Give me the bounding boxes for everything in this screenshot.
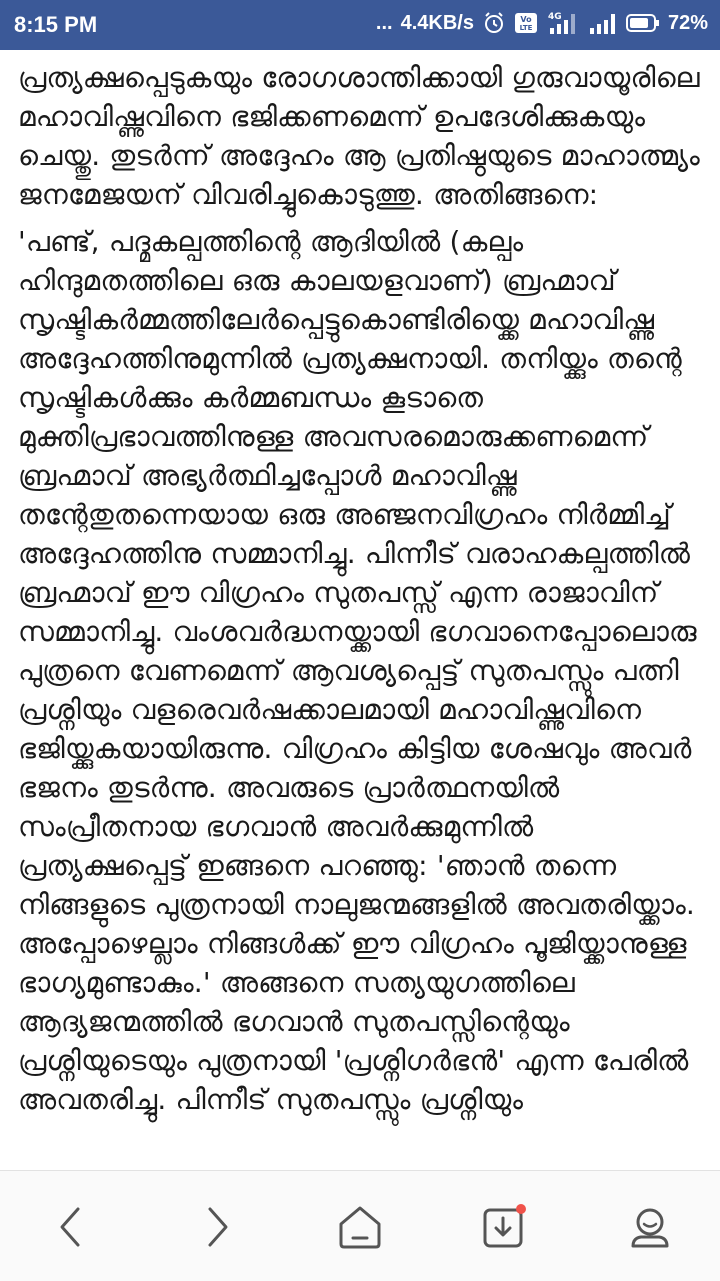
article-paragraph: പ്രത്യക്ഷപ്പെടുകയും രോഗശാന്തിക്കായി ഗുരുവായൂരിലെ മഹാവിഷ്ണുവിനെ ഭജിക്കണമെന്ന് ഉപദേശിക്കുകയും ചെയ്തു. തുടർന്ന് അദ്ദേഹം ആ പ്രതിഷ്ഠയുടെ മാഹാത്മ്യം ജനമേജയന് വിവരിച്ചുകൊടുത്തു. അതിങ്ങനെ: [18, 61, 700, 211]
user-profile-icon [625, 1202, 675, 1252]
notification-badge [516, 1204, 526, 1214]
download-icon [477, 1200, 531, 1254]
chevron-right-icon [198, 1203, 238, 1251]
home-icon [335, 1202, 385, 1252]
battery-percent: 72% [667, 11, 708, 34]
article-body [0, 50, 720, 1119]
volte-lte-label: LTE [519, 24, 533, 32]
status-icons [376, 10, 708, 36]
account-button[interactable] [618, 1195, 682, 1259]
status-time: 8:15 PM [14, 12, 98, 37]
network-speed: 4.4KB/s [400, 11, 474, 34]
alarm-icon [482, 11, 506, 35]
article-paragraph: 'പണ്ട്, പദ്മകല്പത്തിന്റെ ആദിയിൽ (കല്പം ഹിന്ദുമതത്തിലെ ഒരു കാലയളവാണ്) ബ്രഹ്മാവ് സൃഷ്ടികർമ്മത്തിലേർപ്പെട്ടുകൊണ്ടിരിയ്ക്കെ മഹാവിഷ്ണു അദ്ദേഹത്തിനുമുന്നിൽ പ്രത്യക്ഷനായി. തനിയ്ക്കും തന്റെ സൃഷ്ടികൾക്കും കർമ്മബന്ധം കൂടാതെ മുക്തിപ്രഭാവത്തിനുള്ള അവസരമൊരുക്കണമെന്ന് ബ്രഹ്മാവ് അഭ്യർത്ഥിച്ചപ്പോൾ മഹാവിഷ്ണു തന്റേതുതന്നെയായ ഒരു അഞ്ജനവിഗ്രഹം നിർമ്മിച്ച് അദ്ദേഹത്തിനു സമ്മാനിച്ചു. പിന്നീട് വരാഹകല്പത്തിൽ ബ്രഹ്മാവ് ഈ വിഗ്രഹം സുതപസ്സ് എന്ന രാജാവിന് സമ്മാനിച്ചു. വംശവർദ്ധനയ്ക്കായി ഭഗവാനെപ്പോലൊരു പുത്രനെ വേണമെന്ന് ആവശ്യപ്പെട്ട് സുതപസ്സും പത്നി പ്രശ്നിയും വളരെവർഷക്കാലമായി മഹാവിഷ്ണുവിനെ ഭജിയ്ക്കുകയായിരുന്നു. വിഗ്രഹം കിട്ടിയ ശേഷവും അവർ ഭജനം തുടർന്നു. അവരുടെ പ്രാർത്ഥനയിൽ സംപ്രീതനായ ഭഗവാൻ അവർക്കുമുന്നിൽ പ്രത്യക്ഷപ്പെട്ട് ഇങ്ങനെ പറഞ്ഞു: 'ഞാൻ തന്നെ നിങ്ങളുടെ പുത്രനായി നാലുജന്മങ്ങളിൽ അവതരിയ്ക്കാം. അപ്പോഴെല്ലാം നിങ്ങൾക്ക് ഈ വിഗ്രഹം പൂജിയ്ക്കാനുള്ള ഭാഗ്യമുണ്ടാകും.' അങ്ങനെ സത്യയുഗത്തിലെ ആദ്യജന്മത്തിൽ ഭഗവാൻ സുതപസ്സിന്റെയും പ്രശ്നിയുടെയും പുത്രനായി 'പ്രശ്നിഗർഭൻ' എന്ന പേരിൽ അവതരിച്ചു. പിന്നീട് സുതപസ്സും പ്രശ്നിയും [18, 225, 697, 1116]
article-content[interactable] [0, 50, 720, 1170]
downloads-button[interactable] [472, 1195, 536, 1259]
forward-button[interactable] [186, 1195, 250, 1259]
back-button[interactable] [38, 1195, 102, 1259]
battery-icon [626, 13, 660, 33]
volte-icon [514, 11, 538, 35]
bottom-navigation-bar [0, 1170, 720, 1281]
lte-label: 4G [547, 12, 562, 22]
signal-4g-icon [546, 10, 580, 36]
chevron-left-icon [50, 1203, 90, 1251]
volte-label: Vo [520, 15, 532, 24]
home-button[interactable] [328, 1195, 392, 1259]
signal-icon [588, 10, 618, 36]
network-dots: ... [375, 11, 393, 34]
status-bar [0, 0, 720, 50]
